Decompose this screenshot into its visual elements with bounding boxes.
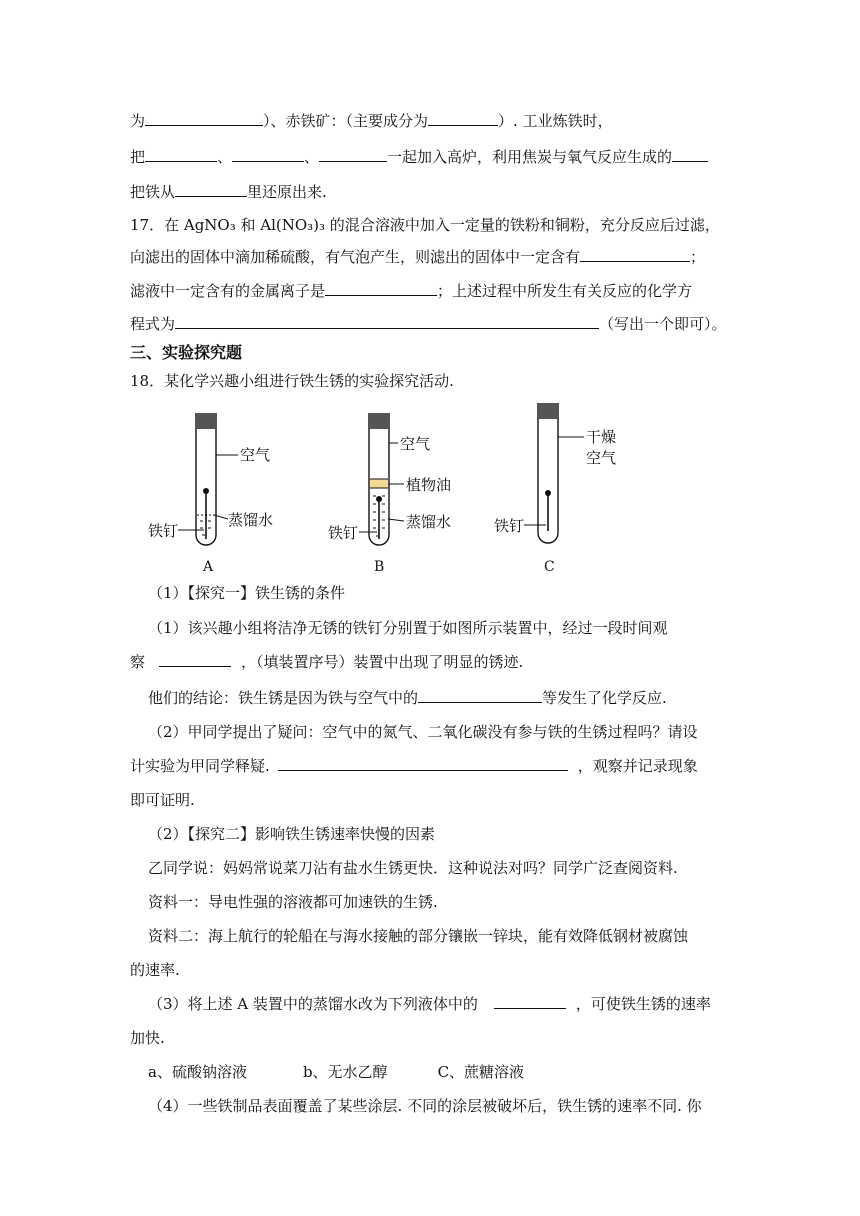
answer-blank[interactable]	[418, 688, 542, 703]
answer-blank[interactable]	[325, 281, 437, 296]
para5: （4）一些铁制品表面覆盖了某些涂层. 不同的涂层被破坏后，铁生锈的速率不同. 你	[148, 1097, 702, 1115]
label-b-water: 蒸馏水	[406, 513, 452, 531]
q17-line-4: 程式为 （写出一个即可）。	[130, 315, 727, 333]
label-a: A	[203, 559, 214, 575]
answer-blank[interactable]	[175, 314, 599, 329]
oil-layer	[370, 479, 388, 488]
text-line-3: 把铁从 里还原出来.	[130, 183, 327, 201]
para2-line-1: （2）甲同学提出了疑问：空气中的氮气、二氧化碳没有参与铁的生锈过程吗？请设	[148, 723, 698, 741]
text-line-2: 把 、 、 一起加入高炉，利用焦炭与氧气反应生成的	[130, 147, 708, 167]
para3: 乙同学说：妈妈常说菜刀沾有盐水生锈更快．这种说法对吗？同学广泛查阅资料.	[148, 859, 678, 877]
label-c-dry1: 干燥	[586, 428, 617, 446]
answer-blank[interactable]	[672, 147, 708, 162]
para4-line-1: （3）将上述 A 装置中的蒸馏水改为下列液体中的 ，可使铁生锈的速率	[148, 995, 711, 1013]
tube-c	[494, 403, 616, 575]
stopper-a	[195, 413, 217, 429]
reference-2-line-1: 资料二：海上航行的轮船在与海水接触的部分镶嵌一锌块，能有效降低钢材被腐蚀	[148, 927, 689, 945]
answer-blank[interactable]	[580, 247, 690, 262]
q17-line-3: 滤液中一定含有的金属离子是 ；上述过程中所发生有关反应的化学方	[130, 282, 693, 300]
q17-line-2: 向滤出的固体中滴加稀硫酸，有气泡产生，则滤出的固体中一定含有 ；	[130, 248, 706, 266]
explore1-heading: （1）【探究一】铁生锈的条件	[148, 584, 346, 602]
options-line	[148, 1062, 524, 1082]
label-b-air: 空气	[400, 435, 431, 453]
label-b: B	[374, 559, 385, 575]
explore2-heading: （2）【探究二】影响铁生锈速率快慢的因素	[148, 825, 436, 843]
q17-line-1: 17．在 AgNO₃ 和 Al(NO₃)₃ 的混合溶液中加入一定量的铁粉和铜粉，充分反应后过滤，	[130, 216, 720, 234]
text-line-1: 为 ）、赤铁矿：（主要成分为 ）. 工业炼铁时，	[130, 112, 613, 130]
section-heading: 三、实验探究题	[130, 343, 243, 362]
option-b: b、无水乙醇	[302, 1063, 388, 1081]
answer-blank[interactable]	[278, 756, 568, 771]
label-a-nail: 铁钉	[148, 522, 179, 540]
para1-line-1: （1）该兴趣小组将洁净无锈的铁钉分别置于如图所示装置中，经过一段时间观	[148, 619, 668, 637]
tube-b	[328, 413, 451, 575]
label-c-dry2: 空气	[586, 449, 617, 467]
tube-a	[148, 413, 273, 575]
option-a: a、硫酸钠溶液	[148, 1063, 247, 1081]
label-c: C	[544, 559, 555, 575]
reference-1: 资料一：导电性强的溶液都可加速铁的生锈.	[148, 893, 438, 911]
para1-line-3: 他们的结论：铁生锈是因为铁与空气中的 等发生了化学反应.	[148, 689, 667, 707]
answer-blank[interactable]	[175, 182, 247, 197]
label-b-nail: 铁钉	[328, 524, 359, 542]
para2-line-3: 即可证明.	[130, 791, 195, 809]
answer-blank[interactable]	[232, 147, 304, 162]
para1-line-2: 察 ，（填装置序号）装置中出现了明显的锈迹.	[130, 653, 524, 671]
label-a-air: 空气	[240, 446, 271, 464]
stopper-b	[368, 413, 390, 429]
label-b-oil: 植物油	[406, 476, 452, 494]
answer-blank[interactable]	[494, 994, 566, 1009]
para2-line-2: 计实验为甲同学释疑. ，观察并记录现象	[130, 757, 698, 775]
answer-blank[interactable]	[428, 111, 498, 126]
test-tube-figure	[148, 399, 618, 581]
answer-blank[interactable]	[145, 111, 263, 126]
label-c-nail: 铁钉	[494, 517, 525, 535]
answer-blank[interactable]	[145, 147, 217, 162]
reference-2-line-2: 的速率.	[130, 961, 180, 979]
para4-line-2: 加快.	[130, 1029, 165, 1047]
q18-title: 18．某化学兴趣小组进行铁生锈的实验探究活动.	[130, 372, 454, 390]
answer-blank[interactable]	[319, 147, 387, 162]
stopper-c	[537, 403, 559, 419]
label-a-water: 蒸馏水	[228, 511, 274, 529]
answer-blank[interactable]	[159, 652, 231, 667]
option-c: C、蔗糖溶液	[437, 1063, 525, 1081]
